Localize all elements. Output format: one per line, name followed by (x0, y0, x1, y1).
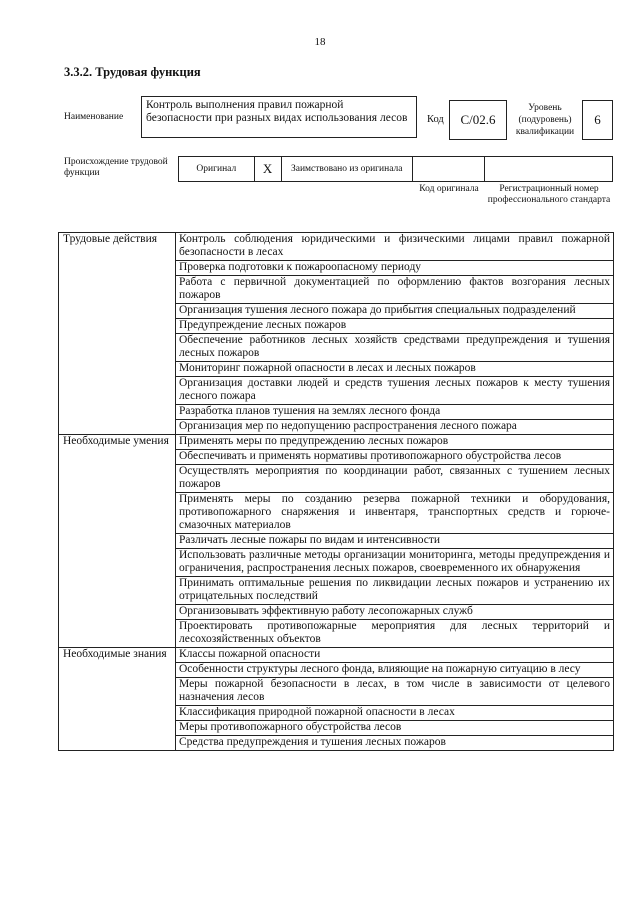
section-item: Проектировать противопожарные мероприятия для лесных территорий и лесохозяйственных объектов (176, 620, 614, 648)
section-item: Работа с первичной документацией по оформлению фактов возгорания лесных пожаров (176, 276, 614, 304)
section-item: Меры противопожарного обустройства лесов (176, 721, 614, 736)
section-item: Контроль соблюдения юридическими и физическими лицами правил пожарной безопасности в лесах (176, 233, 614, 261)
original-mark: X (262, 161, 273, 176)
section-item: Применять меры по созданию резерва пожарной техники и оборудования, противопожарного снаряжения и инвентаря, транспортных средств и горюче-смазочных материалов (176, 493, 614, 534)
section-item: Организация доставки людей и средств тушения лесных пожаров к месту тушения лесного пожара (176, 377, 614, 405)
original-mark-cell (255, 157, 282, 181)
section-item: Обеспечение работников лесных хозяйств средствами предупреждения и тушения лесных пожаров (176, 334, 614, 362)
original-label: Оригинал (196, 164, 237, 174)
work-function-table (58, 232, 614, 751)
function-name-box: Контроль выполнения правил пожарной безопасности при разных видах использования лесов (141, 96, 417, 138)
level-value-box: 6 (582, 100, 613, 140)
section-item: Классы пожарной опасности (176, 648, 614, 663)
original-code-caption: Код оригинала (419, 184, 479, 194)
table-row (59, 648, 614, 663)
original-cell (179, 157, 255, 181)
section-item: Принимать оптимальные решения по ликвидации лесных пожаров и устранению их отрицательных последствий (176, 577, 614, 605)
section-item: Применять меры по предупреждению лесных пожаров (176, 435, 614, 450)
page-number: 18 (314, 36, 326, 48)
section-item: Особенности структуры лесного фонда, влияющие на пожарную ситуацию в лесу (176, 663, 614, 678)
origin-table (178, 156, 613, 182)
table-row (59, 435, 614, 450)
section-item: Организовывать эффективную работу лесопожарных служб (176, 605, 614, 620)
section-item: Классификация природной пожарной опасности в лесах (176, 706, 614, 721)
section-item: Проверка подготовки к пожароопасному периоду (176, 261, 614, 276)
section-item: Использовать различные методы организации мониторинга, методы предупреждения и ограничения, распространения лесных пожаров, своевременного их обнаружения (176, 549, 614, 577)
section-category: Трудовые действия (59, 233, 176, 435)
code-label: Код (427, 114, 444, 125)
section-item: Мониторинг пожарной опасности в лесах и лесных пожаров (176, 362, 614, 377)
section-item: Разработка планов тушения на землях лесного фонда (176, 405, 614, 420)
origin-label: Происхождение трудовой функции (64, 157, 168, 178)
name-label: Наименование (64, 112, 124, 122)
section-item: Предупреждение лесных пожаров (176, 319, 614, 334)
code-value-box: С/02.6 (449, 100, 507, 140)
borrowed-label: Заимствовано из оригинала (290, 164, 403, 174)
table-row (59, 233, 614, 261)
section-item: Организация тушения лесного пожара до прибытия специальных подразделений (176, 304, 614, 319)
section-item: Обеспечивать и применять нормативы противопожарного обустройства лесов (176, 450, 614, 465)
reg-number-cell (485, 157, 612, 181)
section-item: Средства предупреждения и тушения лесных пожаров (176, 736, 614, 751)
section-item: Меры пожарной безопасности в лесах, в том числе в зависимости от целевого назначения лесов (176, 678, 614, 706)
section-item: Осуществлять мероприятия по координации работ, связанных с тушением лесных пожаров (176, 465, 614, 493)
original-code-cell (413, 157, 485, 181)
section-item: Организация мер по недопущению распространения лесного пожара (176, 420, 614, 435)
borrowed-cell (282, 157, 413, 181)
section-title: 3.3.2. Трудовая функция (64, 65, 201, 79)
level-label: Уровень (подуровень) квалификации (515, 103, 575, 137)
section-category: Необходимые знания (59, 648, 176, 751)
section-category: Необходимые умения (59, 435, 176, 648)
section-item: Различать лесные пожары по видам и интенсивности (176, 534, 614, 549)
reg-number-caption: Регистрационный номер профессионального стандарта (487, 184, 611, 205)
